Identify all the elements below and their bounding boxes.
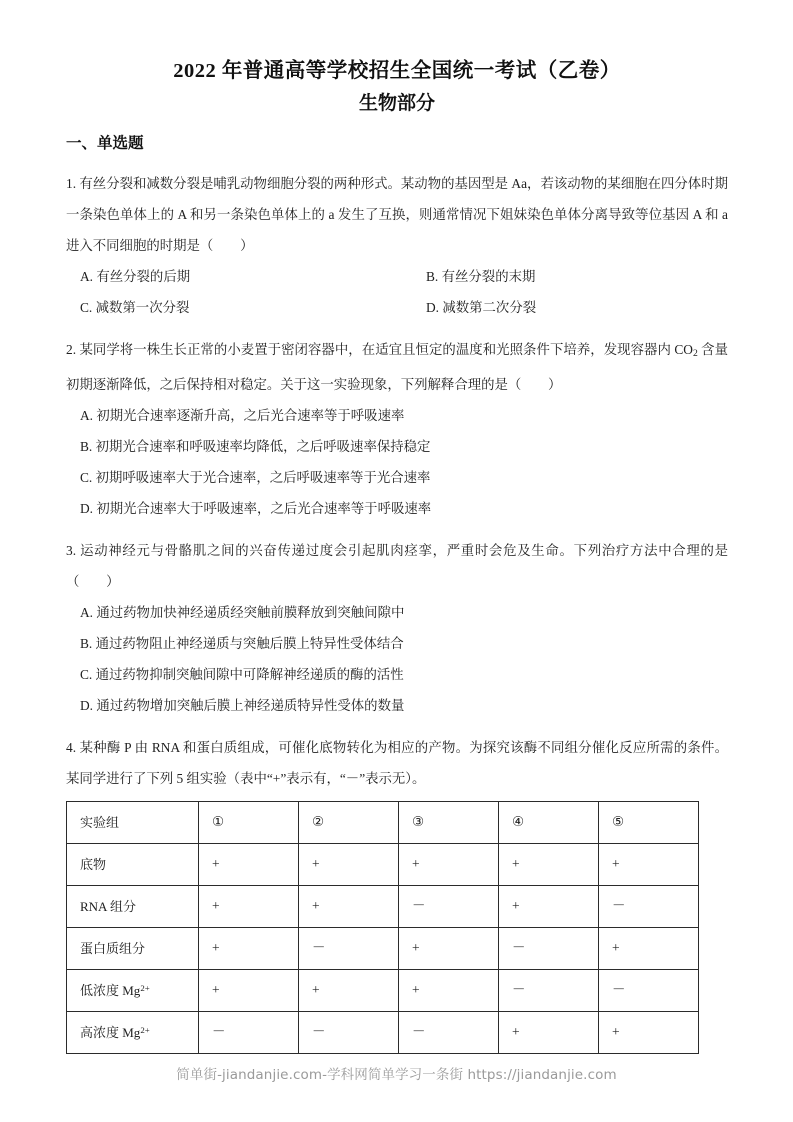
table-header-group-2 bbox=[299, 801, 399, 843]
option-row bbox=[66, 292, 728, 323]
cell-value: + bbox=[412, 982, 420, 998]
table-row bbox=[67, 969, 699, 1011]
cell-value: + bbox=[212, 940, 220, 956]
row-label-high-mg: 高浓度 $Mg^{2+}$ bbox=[67, 1011, 199, 1053]
cell-high-mg-1 bbox=[199, 1011, 299, 1053]
question-3-options bbox=[66, 597, 728, 721]
table-header-group-1 bbox=[199, 801, 299, 843]
cell-low-mg-3 bbox=[399, 969, 499, 1011]
cell-low-mg-5 bbox=[599, 969, 699, 1011]
question-4 bbox=[66, 732, 728, 1054]
page-title: 2022 年普通高等学校招生全国统一考试（乙卷） bbox=[173, 60, 621, 82]
question-2-options bbox=[66, 400, 728, 524]
option-2-d[interactable]: D. 初期光合速率大于呼吸速率，之后光合速率等于呼吸速率 bbox=[80, 500, 432, 516]
option-2-c[interactable]: C. 初期呼吸速率大于光合速率，之后呼吸速率等于光合速率 bbox=[80, 469, 431, 485]
cell-substrate-2 bbox=[299, 843, 399, 885]
cell-value: － bbox=[612, 982, 626, 998]
option-row bbox=[66, 261, 728, 292]
group-marker: ⑤ bbox=[612, 814, 625, 830]
table-header-group-5 bbox=[599, 801, 699, 843]
group-marker: ③ bbox=[412, 814, 425, 830]
cell-value: － bbox=[312, 940, 326, 956]
option-1-c[interactable]: C. 减数第一次分裂 bbox=[80, 299, 190, 315]
cell-high-mg-5 bbox=[599, 1011, 699, 1053]
option-3-c[interactable]: C. 通过药物抑制突触间隙中可降解神经递质的酶的活性 bbox=[80, 666, 404, 682]
cell-value: － bbox=[512, 982, 526, 998]
cell-low-mg-2 bbox=[299, 969, 399, 1011]
section-heading: 一、单选题 bbox=[66, 135, 144, 152]
page-subtitle: 生物部分 bbox=[358, 92, 435, 114]
cell-rna-5 bbox=[599, 885, 699, 927]
document-content bbox=[66, 56, 728, 1054]
table-header-group-3 bbox=[399, 801, 499, 843]
cell-protein-3 bbox=[399, 927, 499, 969]
cell-high-mg-3 bbox=[399, 1011, 499, 1053]
option-2-b[interactable]: B. 初期光合速率和呼吸速率均降低，之后呼吸速率保持稳定 bbox=[80, 438, 431, 454]
cell-low-mg-1 bbox=[199, 969, 299, 1011]
group-marker: ① bbox=[212, 814, 225, 830]
question-1-options bbox=[66, 261, 728, 323]
cell-value: － bbox=[512, 940, 526, 956]
cell-low-mg-4 bbox=[499, 969, 599, 1011]
cell-rna-1 bbox=[199, 885, 299, 927]
table-row bbox=[67, 1011, 699, 1053]
option-1-d[interactable]: D. 减数第二次分裂 bbox=[426, 299, 537, 315]
row-label-rna-component: RNA 组分 bbox=[67, 885, 199, 927]
cell-substrate-1 bbox=[199, 843, 299, 885]
cell-value: + bbox=[412, 856, 420, 872]
cell-value: － bbox=[312, 1024, 326, 1040]
experiment-table-body bbox=[67, 801, 699, 1053]
cell-value: + bbox=[212, 856, 220, 872]
cell-value: － bbox=[612, 898, 626, 914]
cell-value: + bbox=[412, 940, 420, 956]
table-row bbox=[67, 885, 699, 927]
cell-high-mg-4 bbox=[499, 1011, 599, 1053]
cell-value: + bbox=[612, 856, 620, 872]
option-1-a[interactable]: A. 有丝分裂的后期 bbox=[80, 268, 191, 284]
row-label-substrate: 底物 bbox=[67, 843, 199, 885]
cell-value: + bbox=[512, 1024, 520, 1040]
cell-value: + bbox=[512, 856, 520, 872]
question-2-stem: 2. 某同学将一株生长正常的小麦置于密闭容器中，在适宜且恒定的温度和光照条件下培养，发现容器内 $CO_2$ 含量初期逐渐降低，之后保持相对稳定。关于这一实验现象，下列解释合理的是（ ） bbox=[66, 341, 728, 392]
cell-value: － bbox=[412, 898, 426, 914]
cell-protein-2 bbox=[299, 927, 399, 969]
cell-value: + bbox=[312, 856, 320, 872]
question-3 bbox=[66, 535, 728, 721]
table-row bbox=[67, 927, 699, 969]
cell-protein-1 bbox=[199, 927, 299, 969]
cell-high-mg-2 bbox=[299, 1011, 399, 1053]
question-4-stem: 4. 某种酶 P 由 RNA 和蛋白质组成，可催化底物转化为相应的产物。为探究该酶不同组分催化反应所需的条件。某同学进行了下列 5 组实验（表中“+”表示有，“－”表示无）。 bbox=[66, 739, 728, 786]
cell-value: + bbox=[612, 1024, 620, 1040]
experiment-table bbox=[66, 801, 699, 1054]
cell-rna-2 bbox=[299, 885, 399, 927]
cell-value: + bbox=[312, 982, 320, 998]
table-header-row bbox=[67, 801, 699, 843]
group-marker: ④ bbox=[512, 814, 525, 830]
option-3-b[interactable]: B. 通过药物阻止神经递质与突触后膜上特异性受体结合 bbox=[80, 635, 404, 651]
cell-value: + bbox=[312, 898, 320, 914]
cell-rna-4 bbox=[499, 885, 599, 927]
question-2 bbox=[66, 334, 728, 524]
table-header-label: 实验组 bbox=[67, 801, 199, 843]
footer-watermark: 简单街-jiandanjie.com-学科网简单学习一条街 https://jiandanjie.com bbox=[176, 1067, 617, 1083]
cell-value: + bbox=[612, 940, 620, 956]
table-row bbox=[67, 843, 699, 885]
cell-substrate-4 bbox=[499, 843, 599, 885]
cell-value: － bbox=[412, 1024, 426, 1040]
option-3-d[interactable]: D. 通过药物增加突触后膜上神经递质特异性受体的数量 bbox=[80, 697, 405, 713]
cell-value: － bbox=[212, 1024, 226, 1040]
cell-protein-4 bbox=[499, 927, 599, 969]
row-label-low-mg: 低浓度 $Mg^{2+}$ bbox=[67, 969, 199, 1011]
row-label-protein-component: 蛋白质组分 bbox=[67, 927, 199, 969]
option-3-a[interactable]: A. 通过药物加快神经递质经突触前膜释放到突触间隙中 bbox=[80, 604, 405, 620]
question-1-stem: 1. 有丝分裂和减数分裂是哺乳动物细胞分裂的两种形式。某动物的基因型是 Aa，若该动物的某细胞在四分体时期一条染色单体上的 A 和另一条染色单体上的 a 发生了互换，则通常情况下姐妹染色单体分离导致等位基因 A 和 a 进入不同细胞的时期是（ ） bbox=[66, 175, 728, 253]
cell-value: + bbox=[212, 982, 220, 998]
cell-protein-5 bbox=[599, 927, 699, 969]
cell-rna-3 bbox=[399, 885, 499, 927]
question-1 bbox=[66, 168, 728, 323]
option-1-b[interactable]: B. 有丝分裂的末期 bbox=[426, 268, 536, 284]
group-marker: ② bbox=[312, 814, 325, 830]
option-2-a[interactable]: A. 初期光合速率逐渐升高，之后光合速率等于呼吸速率 bbox=[80, 407, 405, 423]
question-3-stem: 3. 运动神经元与骨骼肌之间的兴奋传递过度会引起肌肉痉挛，严重时会危及生命。下列治疗方法中合理的是（ ） bbox=[66, 542, 728, 589]
cell-substrate-5 bbox=[599, 843, 699, 885]
cell-value: + bbox=[212, 898, 220, 914]
cell-value: + bbox=[512, 898, 520, 914]
table-header-group-4 bbox=[499, 801, 599, 843]
cell-substrate-3 bbox=[399, 843, 499, 885]
